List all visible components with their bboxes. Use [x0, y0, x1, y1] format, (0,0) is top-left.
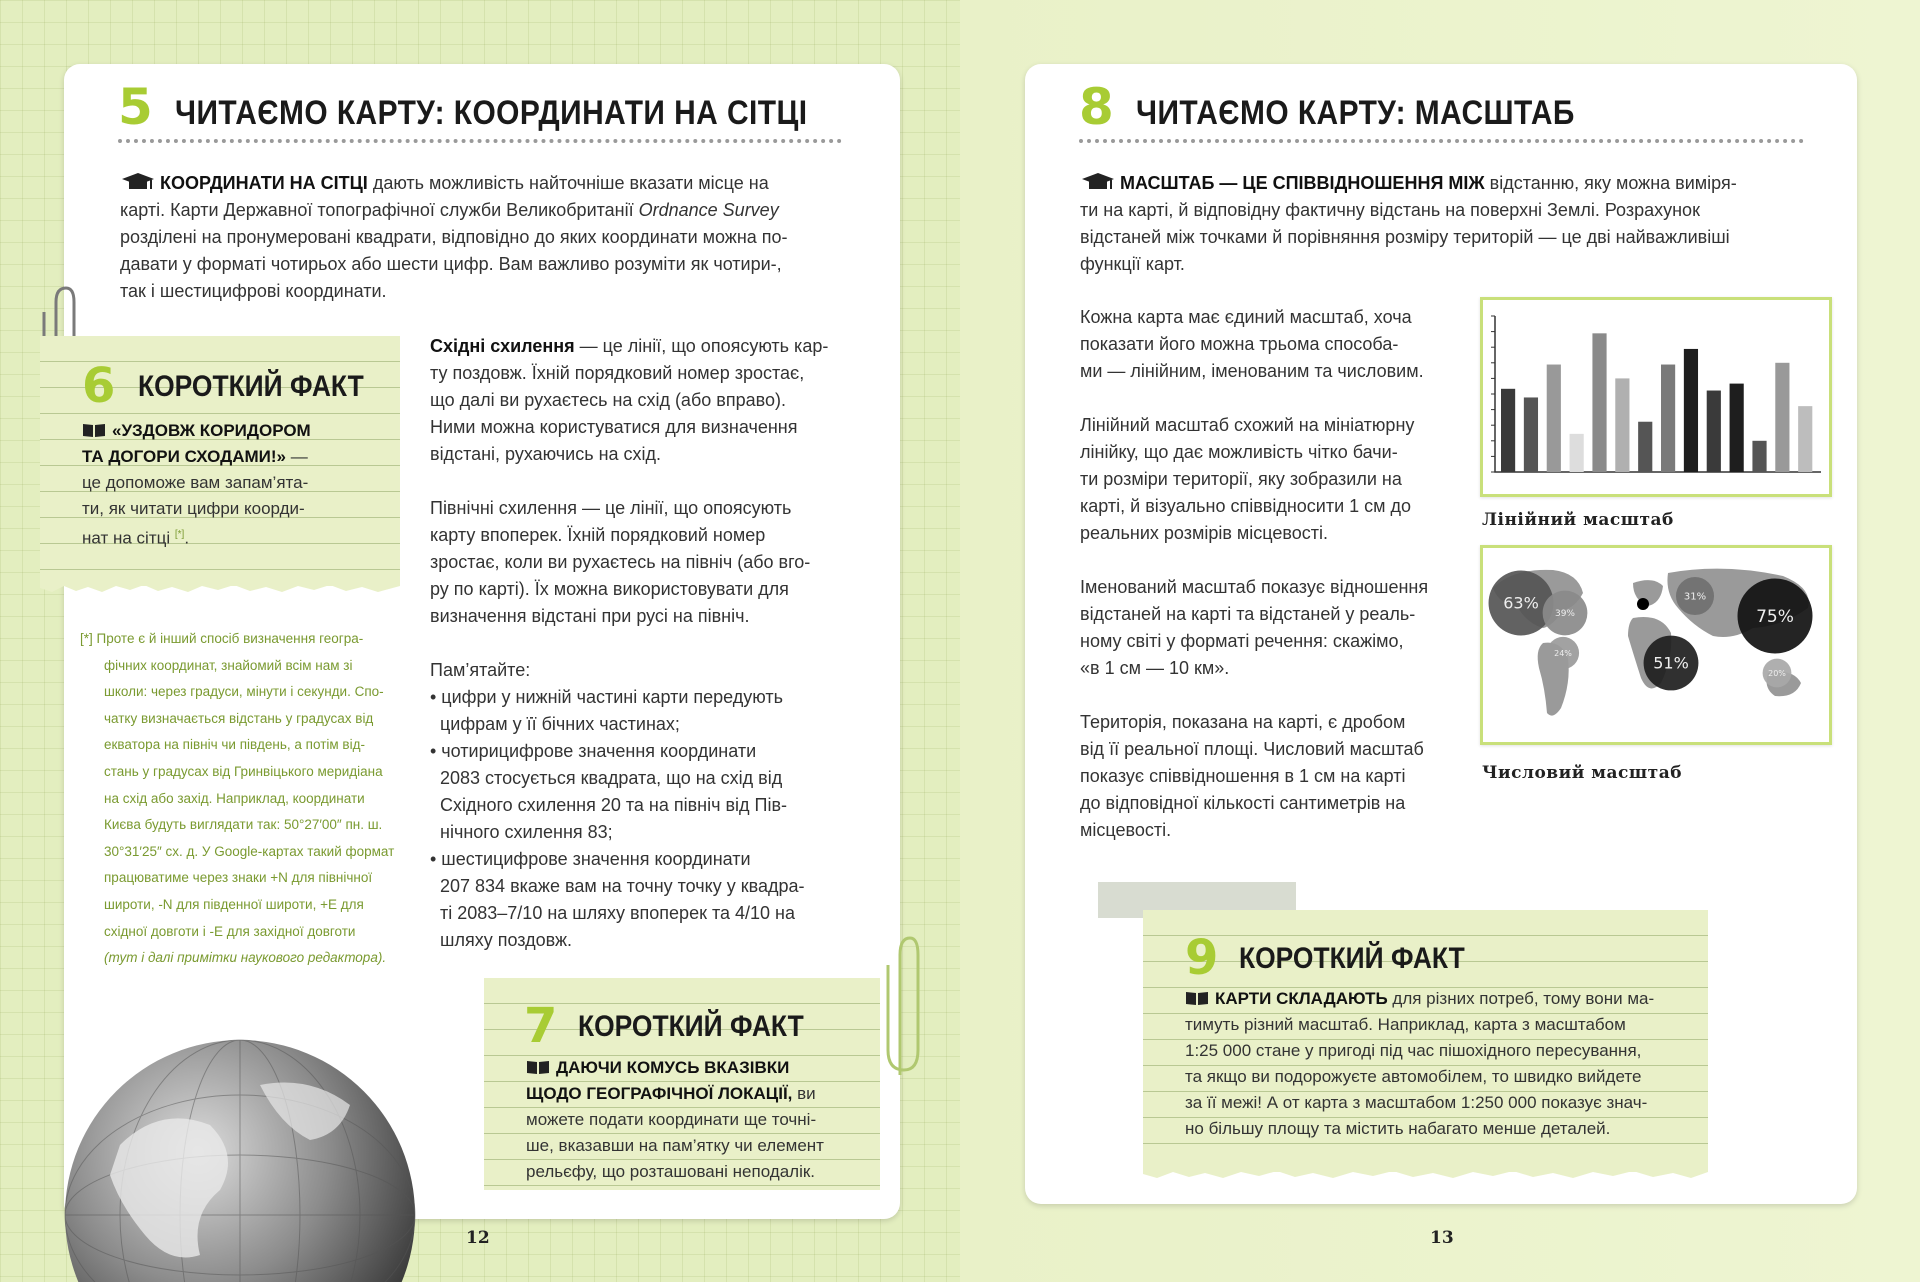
bar: [1684, 349, 1698, 472]
bullet-line: Східного схилення 20 та на північ від Пів-: [430, 795, 788, 815]
right-page: [960, 0, 1920, 1282]
section-number: 5: [118, 78, 153, 136]
torn-edge: [40, 580, 400, 594]
text-line: Кожна карта має єдиний масштаб, хоча: [1080, 307, 1412, 327]
intro-line: карті. Карти Державної топографічної служби Великобританії: [120, 200, 639, 220]
text-line: ту поздовж. Їхній порядковий номер зростає,: [430, 363, 805, 383]
bar: [1615, 378, 1629, 472]
bar: [1570, 434, 1584, 472]
page-number: 13: [1430, 1228, 1454, 1248]
text-line: — це лінії, що опоясують кар-: [574, 336, 829, 356]
text-line: показати його можна трьома способа-: [1080, 334, 1399, 354]
bar-chart-svg: [1483, 300, 1829, 494]
bar: [1592, 333, 1606, 472]
bar: [1798, 406, 1812, 472]
fact-line: та якщо ви подорожуєте автомобілем, то швидко вийдете: [1185, 1067, 1642, 1086]
text-line: Іменований масштаб показує відношення: [1080, 577, 1429, 597]
fact-line: —: [285, 447, 308, 466]
text-line: карті, й візуально співвідносити 1 см до: [1080, 496, 1412, 516]
bullet-line: ті 2083–7/10 на шляху впоперек та 4/10 на: [430, 903, 795, 923]
bubble-label: 63%: [1503, 593, 1539, 613]
graduation-cap-icon: [120, 173, 156, 191]
bar: [1524, 397, 1538, 472]
fact-bold: КАРТИ СКЛАДАЮТЬ: [1215, 989, 1388, 1008]
book-icon: [82, 422, 106, 438]
scale-text-column: [1080, 304, 1460, 844]
footnote: [80, 626, 400, 972]
intro-line: відстанню, яку можна виміря-: [1484, 173, 1737, 193]
term-bold: Східні схилення: [430, 336, 575, 356]
note-line: екватора на північ чи південь, а потім від-: [104, 737, 365, 753]
divider: [118, 139, 842, 143]
fact-text: [82, 418, 392, 552]
bubble-label: 75%: [1756, 606, 1794, 627]
text-line: зростає, коли ви рухаєтесь на північ (або вго-: [430, 552, 811, 572]
note-line: [*] Проте є й інший спосіб визначення геогра-: [80, 631, 364, 646]
text-line: Північні схилення — це лінії, що опоясують: [430, 498, 792, 518]
section-8-intro: [1080, 170, 1820, 278]
fact-line: ти, як читати цифри коорди-: [82, 499, 305, 518]
bullet-line: цифрам у її бічних частинах;: [430, 714, 680, 734]
text-line: «в 1 см — 10 км».: [1080, 658, 1230, 678]
text-line: Лінійний масштаб схожий на мініатюрну: [1080, 415, 1415, 435]
fact-line: ше, вказавши на пам’ятку чи елемент: [526, 1136, 824, 1155]
text-line: карту впоперек. Їхній порядковий номер: [430, 525, 766, 545]
text-line: визначення відстані при русі на північ.: [430, 606, 750, 626]
page-number: 12: [466, 1228, 490, 1248]
intro-line: функції карт.: [1080, 254, 1185, 274]
fact-number: 9: [1185, 930, 1219, 986]
note-line: східної довготи і -E для західної довготи: [104, 923, 356, 939]
intro-line: ти на карті, й відповідну фактичну відстань на поверхні Землі. Розрахунок: [1080, 200, 1700, 220]
divider: [1079, 139, 1804, 143]
fact-9-box: [1143, 910, 1708, 1172]
bar: [1638, 422, 1652, 472]
intro-line: відстаней між точками й порівняння розміру територій — це дві найважливіші: [1080, 227, 1730, 247]
bubble-label: 39%: [1554, 609, 1576, 620]
fact-line: можете подати координати ще точні-: [526, 1110, 817, 1129]
fact-bold: ЩОДО ГЕОГРАФІЧНОЇ ЛОКАЦІЇ,: [526, 1084, 793, 1103]
globe-image: [50, 1015, 420, 1282]
text-line: відстані, рухаючись на схід.: [430, 444, 662, 464]
fact-line: рельєфу, що розташовані неподалік.: [526, 1162, 816, 1181]
fact-line: но більшу площу та містить набагато менше деталей.: [1185, 1119, 1611, 1138]
bullet-line: нічного схилення 83;: [430, 822, 613, 842]
bubble-label: 20%: [1768, 668, 1786, 678]
text-line: місцевості.: [1080, 820, 1172, 840]
note-line: широти, -N для південної широти, +E для: [104, 896, 364, 912]
bar: [1547, 365, 1561, 472]
text-line: ру по карті). Їх можна використовувати для: [430, 579, 789, 599]
intro-line: дають можливість найточніше вказати місце на: [367, 173, 769, 193]
bullet-line: • цифри у нижній частині карти передують: [430, 687, 784, 707]
fact-line: .: [184, 528, 190, 548]
fact-bold: «УЗДОВЖ КОРИДОРОМ: [112, 421, 311, 440]
bullet-line: • чотирицифрове значення координати: [430, 741, 757, 761]
intro-line: розділені на пронумеровані квадрати, відповідно до яких координати можна по-: [120, 227, 788, 247]
fact-line: нат на сітці: [82, 528, 171, 548]
section-8-heading: [1079, 78, 1634, 136]
bar: [1775, 363, 1789, 472]
bubble: [1637, 598, 1649, 610]
fact-line: це допоможе вам запам’ята-: [82, 473, 309, 492]
chart-axis: [1495, 316, 1821, 472]
bubble-label: 51%: [1653, 653, 1689, 673]
book-icon: [526, 1059, 550, 1075]
torn-edge: [1143, 1166, 1708, 1180]
fact-text: [526, 1055, 876, 1185]
graduation-cap-icon: [1080, 173, 1116, 191]
fact-title: КОРОТКИЙ ФАКТ: [578, 1010, 804, 1043]
note-line: працюватиме через знаки +N для північної: [104, 870, 373, 886]
bullet-line: 2083 стосується квадрата, що на схід від: [430, 768, 783, 788]
text-line: ному світі у форматі речення: скажімо,: [1080, 631, 1404, 651]
note-line: фічних координат, знайомий всім нам зі: [104, 657, 353, 673]
fact-bold: ТА ДОГОРИ СХОДАМИ!»: [82, 447, 286, 466]
text-line: показує співвідношення в 1 см на карті: [1080, 766, 1406, 786]
bar: [1501, 389, 1515, 472]
fact-number: 7: [524, 998, 558, 1054]
section-title: ЧИТАЄМО КАРТУ: КООРДИНАТИ НА СІТЦІ: [174, 94, 808, 132]
text-line: Ними можна користуватися для визначення: [430, 417, 798, 437]
note-line: чатку визначається відстань у градусах від: [104, 710, 374, 726]
text-line: Територія, показана на карті, є дробом: [1080, 712, 1406, 732]
note-line: на схід або захід. Наприклад, координати: [104, 790, 365, 806]
fact-7-box: [484, 978, 880, 1190]
note-line: стань у градусах від Гринвіцького меридіана: [104, 763, 383, 779]
bar: [1752, 441, 1766, 472]
paperclip-icon: [878, 930, 922, 1080]
text-line: від її реальної площі. Числовий масштаб: [1080, 739, 1424, 759]
fact-text: [1185, 986, 1705, 1142]
fact-line: за її межі! А от карта з масштабом 1:250 000 показує знач-: [1185, 1093, 1648, 1112]
text-line: відстаней на карті та відстаней у реаль-: [1080, 604, 1416, 624]
note-line: школи: через градуси, мінути і секунди. Спо-: [104, 684, 384, 700]
bar: [1661, 365, 1675, 472]
bar: [1707, 391, 1721, 472]
text-line: лінійку, що дає можливість чітко бачи-: [1080, 442, 1398, 462]
note-line: Києва будуть виглядати так: 50°27′00″ пн. ш.: [104, 817, 383, 833]
fact-line: для різних потреб, тому вони ма-: [1387, 989, 1655, 1008]
bubble-label: 31%: [1683, 591, 1707, 603]
bullet-line: 207 834 вкаже вам на точну точку у квадра-: [430, 876, 805, 896]
linear-scale-chart: [1480, 297, 1832, 497]
intro-bold: КООРДИНАТИ НА СІТЦІ: [160, 173, 368, 193]
chart-caption-numeric: Числовий масштаб: [1482, 763, 1683, 783]
fact-title: КОРОТКИЙ ФАКТ: [1239, 942, 1465, 975]
main-column: [430, 333, 870, 954]
section-5-intro: [120, 170, 850, 305]
fact-line: тимуть різний масштаб. Наприклад, карта з масштабом: [1185, 1015, 1626, 1034]
section-5-heading: [118, 78, 894, 136]
intro-line: давати у форматі чотирьох або шести цифр. Вам важливо розуміти як чотири-,: [120, 254, 782, 274]
intro-italic: Ordnance Survey: [638, 200, 779, 220]
fact-line: 1:25 000 стане у пригоді під час пішохідного пересування,: [1185, 1041, 1642, 1060]
numeric-scale-chart: [1480, 545, 1832, 745]
fact-line: ви: [792, 1084, 816, 1103]
fact-title: КОРОТКИЙ ФАКТ: [138, 370, 364, 403]
bullet-line: шляху поздовж.: [430, 930, 573, 950]
intro-bold: МАСШТАБ — ЦЕ СПІВВІДНОШЕННЯ МІЖ: [1120, 173, 1485, 193]
text-line: до відповідної кількості сантиметрів на: [1080, 793, 1406, 813]
fact-6-box: [40, 336, 400, 586]
bar: [1730, 384, 1744, 472]
bubble-label: 24%: [1554, 648, 1572, 658]
text-line: ти розміри території, яку зобразили на: [1080, 469, 1402, 489]
note-line: 30°31′25″ сх. д. У Google-картах такий формат: [104, 843, 395, 859]
text-line: реальних розмірів місцевості.: [1080, 523, 1329, 543]
intro-line: так і шестицифрові координати.: [120, 281, 387, 301]
bubble-map-svg: [1483, 548, 1829, 742]
footnote-mark: [*]: [174, 529, 185, 540]
book-icon: [1185, 990, 1209, 1006]
note-line: (тут і далі примітки наукового редактора).: [104, 950, 387, 966]
text-line: що далі ви рухаєтесь на схід (або вправо).: [430, 390, 786, 410]
fact-bold: ДАЮЧИ КОМУСЬ ВКАЗІВКИ: [556, 1058, 790, 1077]
section-title: ЧИТАЄМО КАРТУ: МАСШТАБ: [1135, 94, 1575, 132]
section-number: 8: [1079, 78, 1114, 136]
chart-caption-linear: Лінійний масштаб: [1482, 510, 1674, 530]
text-line: Пам’ятайте:: [430, 660, 531, 680]
fact-number: 6: [82, 358, 116, 414]
text-line: ми — лінійним, іменованим та числовим.: [1080, 361, 1424, 381]
bullet-line: • шестицифрове значення координати: [430, 849, 751, 869]
